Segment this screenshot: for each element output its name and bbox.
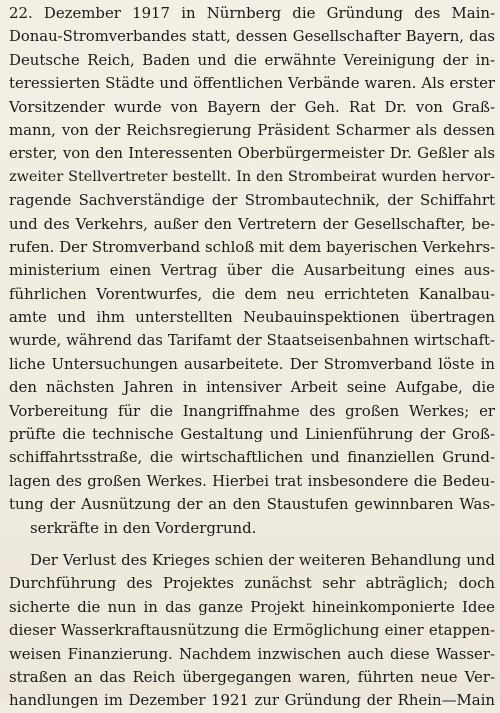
body-text bbox=[9, 2, 495, 713]
text-line: prüfte die technische Gestaltung und Linienführung der Groß- bbox=[9, 425, 495, 444]
text-line: schiffahrtsstraße, die wirtschaftlichen und finanziellen Grund- bbox=[9, 448, 495, 467]
text-line: liche Untersuchungen ausarbeitete. Der Stromverband löste in bbox=[9, 354, 495, 373]
text-line: straßen an das Reich übergegangen waren, führten neue Ver- bbox=[9, 667, 495, 686]
text-line: zweiter Stellvertreter bestellt. In den Strombeirat wurden hervor- bbox=[9, 168, 495, 185]
text-line: rufen. Der Stromverband schloß mit dem bayerischen Verkehrs- bbox=[9, 237, 495, 256]
text-line: erster, von den Interessenten Oberbürgermeister Dr. Geßler als bbox=[9, 144, 495, 163]
text-line: Deutsche Reich, Baden und die erwähnte Vereinigung der in- bbox=[9, 50, 495, 69]
paragraph bbox=[9, 2, 495, 540]
text-line: sicherte die nun in das ganze Projekt hineinkomponierte Idee bbox=[9, 597, 495, 616]
text-line: ragende Sachverständige der Strombautechnik, der Schiffahrt bbox=[9, 191, 495, 210]
text-line: ministerium einen Vertrag über die Ausarbeitung eines aus- bbox=[9, 261, 495, 280]
text-line: handlungen im Dezember 1921 zur Gründung der Rhein—Main bbox=[9, 691, 495, 710]
text-line: lagen des großen Werkes. Hierbei trat insbesondere die Bedeu- bbox=[9, 471, 495, 490]
text-line: Vorsitzender wurde von Bayern der Geh. Rat Dr. von Graß- bbox=[9, 97, 495, 116]
text-line: Durchführung des Projektes zunächst sehr abträglich; doch bbox=[9, 574, 495, 593]
text-line: mann, von der Reichsregierung Präsident Scharmer als dessen bbox=[9, 120, 495, 139]
paragraph bbox=[9, 549, 495, 713]
text-line: serkräfte in den Vordergrund. bbox=[30, 518, 257, 537]
text-line: dieser Wasserkraftausnützung die Ermöglichung einer etappen- bbox=[9, 621, 495, 640]
text-line: und des Verkehrs, außer den Vertretern der Gesellschafter, be- bbox=[9, 214, 495, 233]
text-line: amte und ihm unterstellten Neubauinspektionen übertragen bbox=[9, 308, 495, 327]
text-line: Der Verlust des Krieges schien der weiteren Behandlung und bbox=[30, 550, 495, 569]
text-line: Vorbereitung für die Inangriffnahme des großen Werkes; er bbox=[9, 401, 495, 420]
text-line: teressierten Städte und öffentlichen Verbände waren. Als erster bbox=[9, 74, 495, 93]
text-line: 22. Dezember 1917 in Nürnberg die Gründung des Main- bbox=[9, 4, 495, 22]
text-line: Donau-Stromverbandes statt, dessen Gesellschafter Bayern, das bbox=[9, 28, 495, 46]
text-line: wurde, während das Tarifamt der Staatseisenbahnen wirtschaft- bbox=[9, 332, 495, 350]
text-line: den nächsten Jahren in intensiver Arbeit seine Aufgabe, die bbox=[9, 378, 495, 397]
text-line: führlichen Vorentwurfes, die dem neu errichteten Kanalbau- bbox=[9, 284, 495, 303]
paragraph-gap bbox=[9, 540, 495, 549]
text-line: weisen Finanzierung. Nachdem inzwischen auch diese Wasser- bbox=[9, 644, 495, 663]
text-line: tung der Ausnützung der an den Staustufen gewinnbaren Was- bbox=[9, 495, 495, 514]
